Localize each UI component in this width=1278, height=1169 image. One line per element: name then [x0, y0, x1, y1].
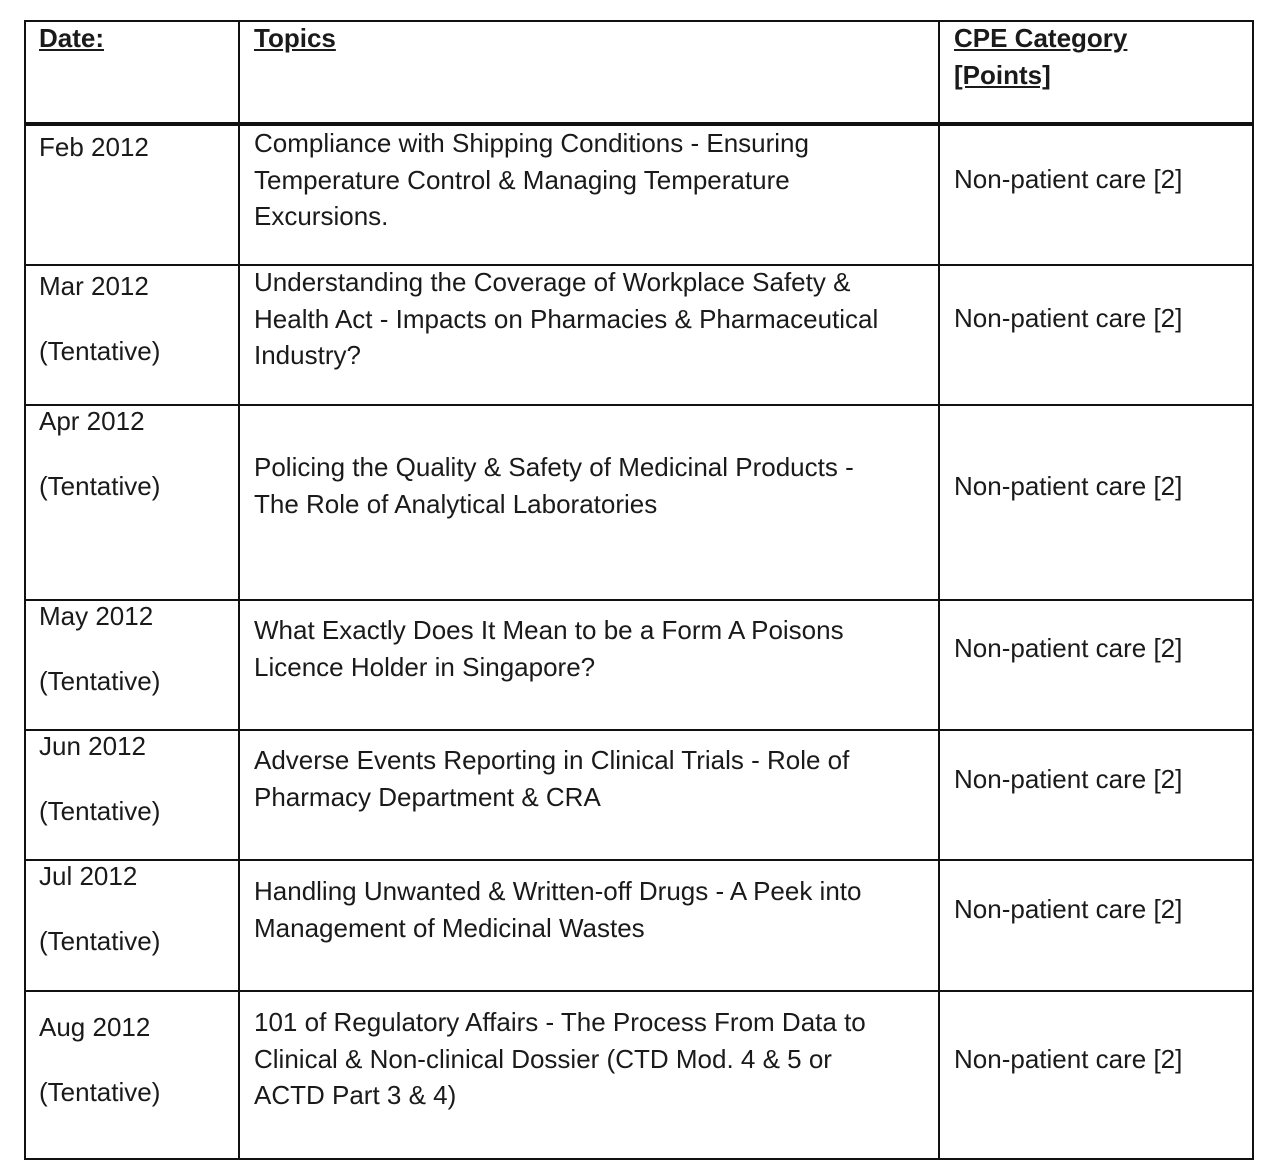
- topic-line: Excursions.: [254, 201, 389, 231]
- row-topic-cell: [254, 873, 861, 946]
- row-date: Aug 2012: [39, 1012, 151, 1042]
- topic-line: Handling Unwanted & Written-off Drugs - A Peek into: [254, 876, 862, 906]
- row-tentative: (Tentative): [39, 335, 161, 366]
- topic-line: Industry?: [254, 340, 361, 370]
- row-topic-cell: [254, 1004, 866, 1114]
- row-divider: [24, 990, 1254, 992]
- column-divider: [938, 20, 940, 1160]
- row-date-cell: [39, 598, 160, 699]
- row-date: Jun 2012: [39, 731, 146, 761]
- topic-line: 101 of Regulatory Affairs - The Process From Data to: [254, 1007, 866, 1037]
- topic-line: Compliance with Shipping Conditions - Ensuring: [254, 128, 809, 158]
- row-tentative: (Tentative): [39, 795, 161, 826]
- table-border-right: [1252, 20, 1254, 1160]
- row-topic-cell: [254, 742, 849, 815]
- table-border-bottom: [24, 1158, 1254, 1160]
- row-date: May 2012: [39, 601, 154, 631]
- row-date-cell: [39, 268, 160, 369]
- row-topic-cell: [254, 612, 844, 685]
- topic-line: What Exactly Does It Mean to be a Form A Poisons: [254, 615, 844, 645]
- header-points-line: [Points]: [954, 60, 1051, 90]
- topic-line: The Role of Analytical Laboratories: [254, 488, 658, 519]
- row-date: Jul 2012: [39, 861, 138, 891]
- row-divider: [24, 729, 1254, 731]
- row-date-cell: [39, 129, 149, 166]
- row-topic-cell: [254, 264, 878, 374]
- header-date: Date:: [39, 23, 105, 53]
- column-divider: [238, 20, 240, 1160]
- row-date: Apr 2012: [39, 406, 145, 436]
- row-divider: [24, 599, 1254, 601]
- row-date: Mar 2012: [39, 271, 149, 301]
- table-border-left: [24, 20, 26, 1160]
- cpe-schedule-table: [24, 20, 1254, 1160]
- topic-line: Temperature Control & Managing Temperature: [254, 164, 790, 195]
- row-category: Non-patient care [2]: [954, 1044, 1183, 1074]
- row-divider: [24, 404, 1254, 406]
- row-category: Non-patient care [2]: [954, 164, 1183, 194]
- row-category: Non-patient care [2]: [954, 633, 1183, 663]
- topic-line: Policing the Quality & Safety of Medicinal Products -: [254, 452, 854, 482]
- row-tentative: (Tentative): [39, 470, 161, 501]
- topic-line: Health Act - Impacts on Pharmacies & Pharmaceutical: [254, 303, 879, 334]
- topic-line: Understanding the Coverage of Workplace Safety &: [254, 267, 851, 297]
- row-tentative: (Tentative): [39, 665, 161, 696]
- row-date: Feb 2012: [39, 132, 149, 162]
- row-divider: [24, 859, 1254, 861]
- row-tentative: (Tentative): [39, 925, 161, 956]
- topic-line: Clinical & Non-clinical Dossier (CTD Mod. 4 & 5 or: [254, 1043, 832, 1074]
- row-date-cell: [39, 403, 160, 504]
- row-category: Non-patient care [2]: [954, 303, 1183, 333]
- row-date-cell: [39, 728, 160, 829]
- row-date-cell: [39, 858, 160, 959]
- topic-line: Pharmacy Department & CRA: [254, 781, 601, 812]
- topic-line: ACTD Part 3 & 4): [254, 1080, 457, 1110]
- row-tentative: (Tentative): [39, 1076, 161, 1107]
- topic-line: Management of Medicinal Wastes: [254, 912, 645, 943]
- header-topics: Topics: [254, 23, 336, 53]
- row-date-cell: [39, 1009, 160, 1110]
- row-topic-cell: [254, 449, 854, 522]
- row-category: Non-patient care [2]: [954, 764, 1183, 794]
- header-category-line: CPE Category: [954, 23, 1128, 53]
- topic-line: Licence Holder in Singapore?: [254, 651, 596, 682]
- row-category: Non-patient care [2]: [954, 471, 1183, 501]
- header-cpe-category: [954, 20, 1127, 94]
- row-category: Non-patient care [2]: [954, 894, 1183, 924]
- row-topic-cell: [254, 125, 809, 235]
- topic-line: Adverse Events Reporting in Clinical Trials - Role of: [254, 745, 850, 775]
